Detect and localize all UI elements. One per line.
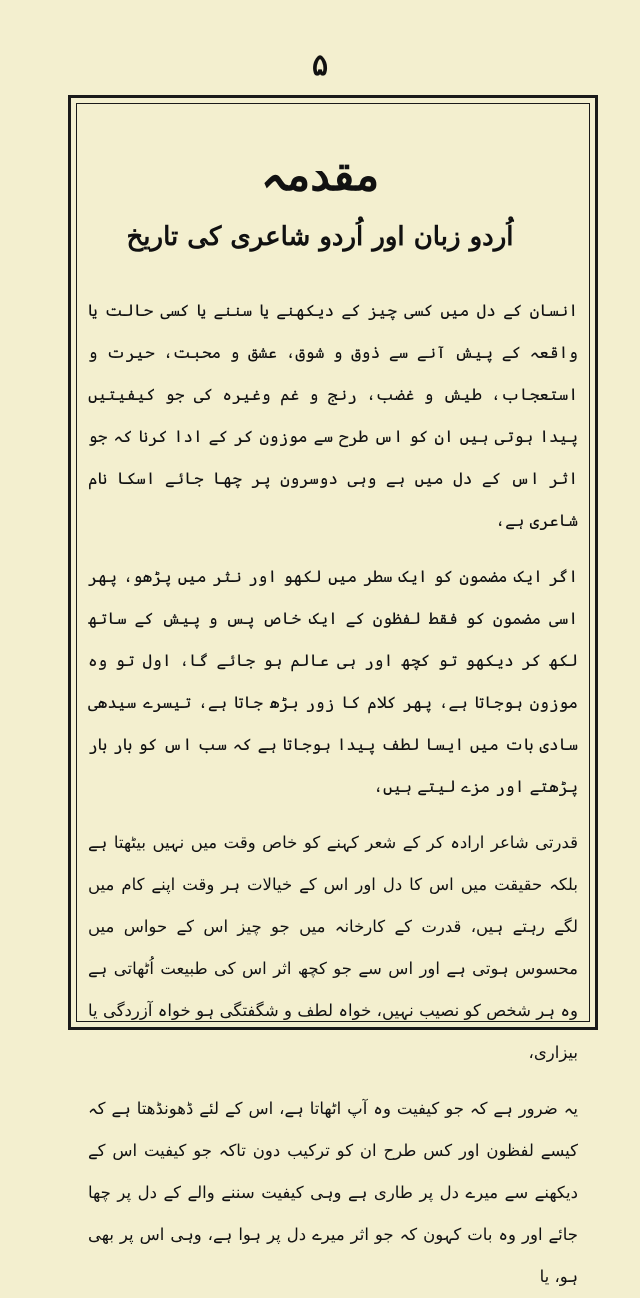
paragraph-1: انسان کے دل میں کسی چیز کے دیکھنے یا سننے یا کسی حالت یا واقعہ کے پیش آنے سے ذوق و شوق، عشق و محبت، حیرت و استعجاب، طیش و غضب، رنج و غم وغیرہ کی جو کیفیتیں پیدا ہوتی ہیں ان کو اس طرح سے موزون کر کے ادا کرنا کہ جو اثر اس کے دل میں ہے وہی دوسرون پر چھا جائے اسکا نام شاعری ہے، <box>88 301 578 530</box>
page-number: ۵ <box>311 48 329 83</box>
paragraph-4: یہ ضرور ہے کہ جو کیفیت وہ آپ اٹھاتا ہے، اس کے لئے ڈھونڈھتا ہے کہ کیسے لفظون اور کس طرح ان کو ترکیب دون تاکہ جو کیفیت اس کے دیکھنے سے میرے دل پر طاری ہے وہی کیفیت سننے والے کے دل پر چھا جائے اور وہ بات کہون کہ جو اثر میرے دل پر ہوا ہے، وہی اس پر بھی ہو، یا <box>88 1099 578 1286</box>
page-subtitle: اُردو زبان اور اُردو شاعری کی تاریخ <box>126 222 514 252</box>
page-title: مقدمہ <box>260 150 380 201</box>
paragraph-2: اگر ایک مضمون کو ایک سطر میں لکھو اور نثر میں پڑھو، پھر اسی مضمون کو فقط لفظون کے ایک خاص پس و پیش کے ساتھ لکھ کر دیکھو تو کچھ اور ہی عالم ہو جائے گا، اول تو وہ موزون ہوجاتا ہے، پھر کلام کا زور بڑھ جاتا ہے، تیسرے سیدھی سادی بات میں ایسا لطف پیدا ہوجاتا ہے کہ سب اس کو بار بار پڑھتے اور مزے لیتے ہیں، <box>88 567 578 796</box>
body-text <box>88 290 578 1298</box>
paragraph-3: قدرتی شاعر ارادہ کر کے شعر کہنے کو خاص وقت میں نہیں بیٹھتا ہے بلکہ حقیقت میں اس کا دل اور اس کے خیالات ہر وقت اپنے کام میں لگے رہتے ہیں، قدرت کے کارخانہ میں جو چیز اس کے حواس میں محسوس ہوتی ہے اور اس سے جو کچھ اثر اس کی طبیعت اُٹھاتی ہے وہ ہر شخص کو نصیب نہیں، خواہ لطف و شگفتگی ہو خواہ آزردگی یا بیزاری، <box>88 833 578 1062</box>
